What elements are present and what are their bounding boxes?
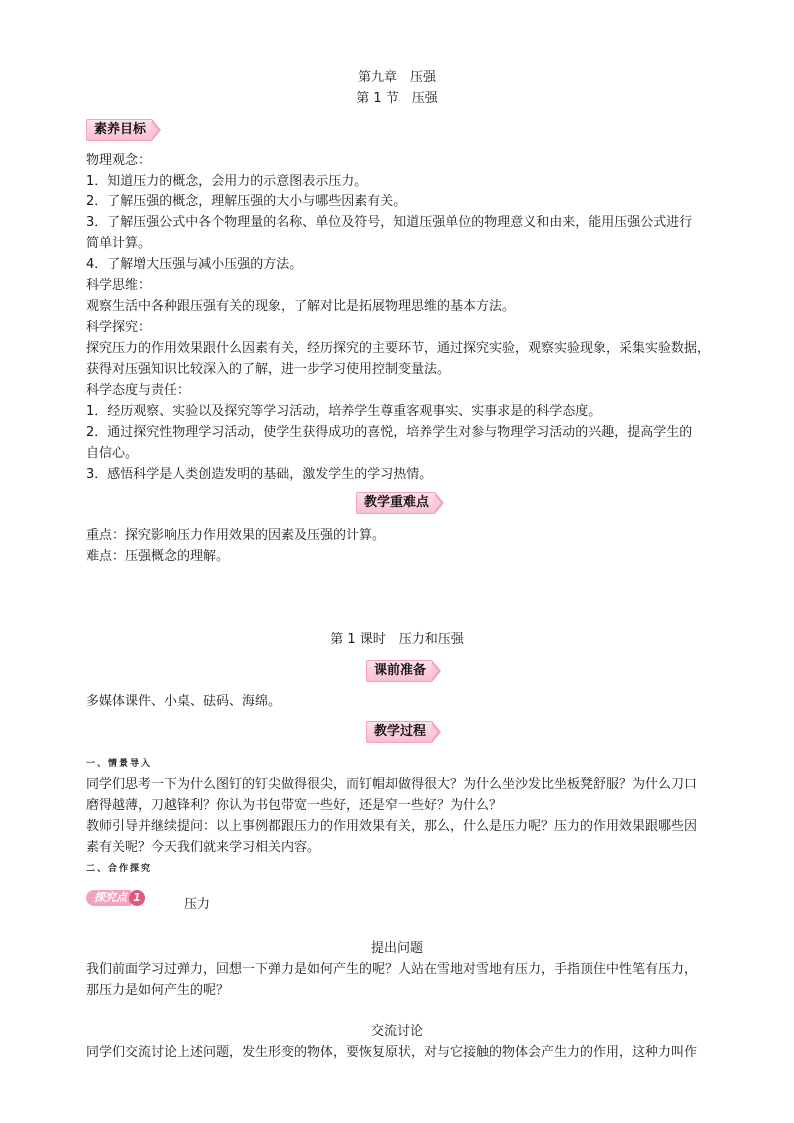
key-focus: 重点：探究影响压力作用效果的因素及压强的计算。: [86, 528, 386, 543]
concept-item: 3．了解压强公式中各个物理量的名称、单位及符号，知道压强单位的物理意义和由来，能用压强公式进行: [86, 215, 693, 230]
banner-goals: 素养目标: [86, 120, 161, 140]
thinking-title: 科学思维：: [86, 278, 152, 293]
preparation-text: 多媒体课件、小桌、砝码、海绵。: [86, 694, 282, 709]
banner-arrow-icon: [152, 119, 161, 141]
intro-heading: 一、情景导入: [86, 759, 153, 769]
inquiry-point-badge: 探究点 1: [86, 890, 145, 906]
banner-arrow-icon: [435, 492, 444, 514]
coop-heading: 二、合作探究: [86, 864, 153, 874]
question-heading: 提出问题: [370, 941, 423, 956]
key-difficulty: 难点：压强概念的理解。: [86, 549, 230, 564]
chapter-title: 第九章 压强: [357, 70, 436, 85]
banner-key-points: 教学重难点: [356, 493, 444, 513]
attitude-item: 1．经历观察、实验以及探究等学习活动，培养学生尊重客观事实、实事求是的科学态度。: [86, 404, 602, 419]
discuss-line: 同学们交流讨论上述问题，发生形变的物体，要恢复原状，对与它接触的物体会产生力的作用，这种力叫作: [86, 1045, 698, 1060]
concept-title: 物理观念：: [86, 153, 152, 168]
concept-item: 1．知道压力的概念，会用力的示意图表示压力。: [86, 174, 368, 189]
banner-arrow-icon: [432, 660, 441, 682]
section-title: 第 1 节 压强: [356, 91, 438, 106]
banner-arrow-icon: [432, 721, 441, 743]
banner-process: 教学过程: [366, 722, 441, 742]
inquiry-line: 探究压力的作用效果跟什么因素有关，经历探究的主要环节，通过探究实验，观察实验现象，采集实验数据，: [86, 341, 711, 356]
discuss-heading: 交流讨论: [370, 1024, 423, 1039]
lesson-title: 第 1 课时 压力和压强: [330, 632, 464, 647]
intro-line: 教师引导并继续提问：以上事例都跟压力的作用效果有关，那么，什么是压力呢？压力的作用效果跟哪些因: [86, 819, 698, 834]
attitude-title: 科学态度与责任：: [86, 383, 191, 398]
inquiry-line: 获得对压强知识比较深入的了解，进一步学习使用控制变量法。: [86, 362, 451, 377]
intro-line: 素有关呢？今天我们就来学习相关内容。: [86, 840, 321, 855]
attitude-item: 2．通过探究性物理学习活动，使学生获得成功的喜悦，培养学生对参与物理学习活动的兴趣，提高学生的: [86, 425, 693, 440]
intro-line: 同学们思考一下为什么图钉的钉尖做得很尖，而钉帽却做得很大？为什么坐沙发比坐板凳舒服？为什么刀口: [86, 777, 698, 792]
concept-item: 简单计算。: [86, 236, 152, 251]
inquiry-title: 科学探究：: [86, 320, 152, 335]
question-line: 那压力是如何产生的呢？: [86, 983, 230, 998]
banner-preparation: 课前准备: [366, 661, 441, 681]
question-line: 我们前面学习过弹力，回想一下弹力是如何产生的呢？人站在雪地对雪地有压力，手指顶住中性笔有压力，: [86, 962, 698, 977]
concept-item: 2．了解压强的概念，理解压强的大小与哪些因素有关。: [86, 194, 407, 209]
thinking-text: 观察生活中各种跟压强有关的现象，了解对比是拓展物理思维的基本方法。: [86, 299, 516, 314]
point-title: 压力: [184, 897, 211, 912]
attitude-item: 自信心。: [86, 446, 139, 461]
attitude-item: 3．感悟科学是人类创造发明的基础，激发学生的学习热情。: [86, 467, 433, 482]
concept-item: 4．了解增大压强与减小压强的方法。: [86, 257, 303, 272]
intro-line: 磨得越薄，刀越锋利？你认为书包带宽一些好，还是窄一些好？为什么？: [86, 798, 503, 813]
